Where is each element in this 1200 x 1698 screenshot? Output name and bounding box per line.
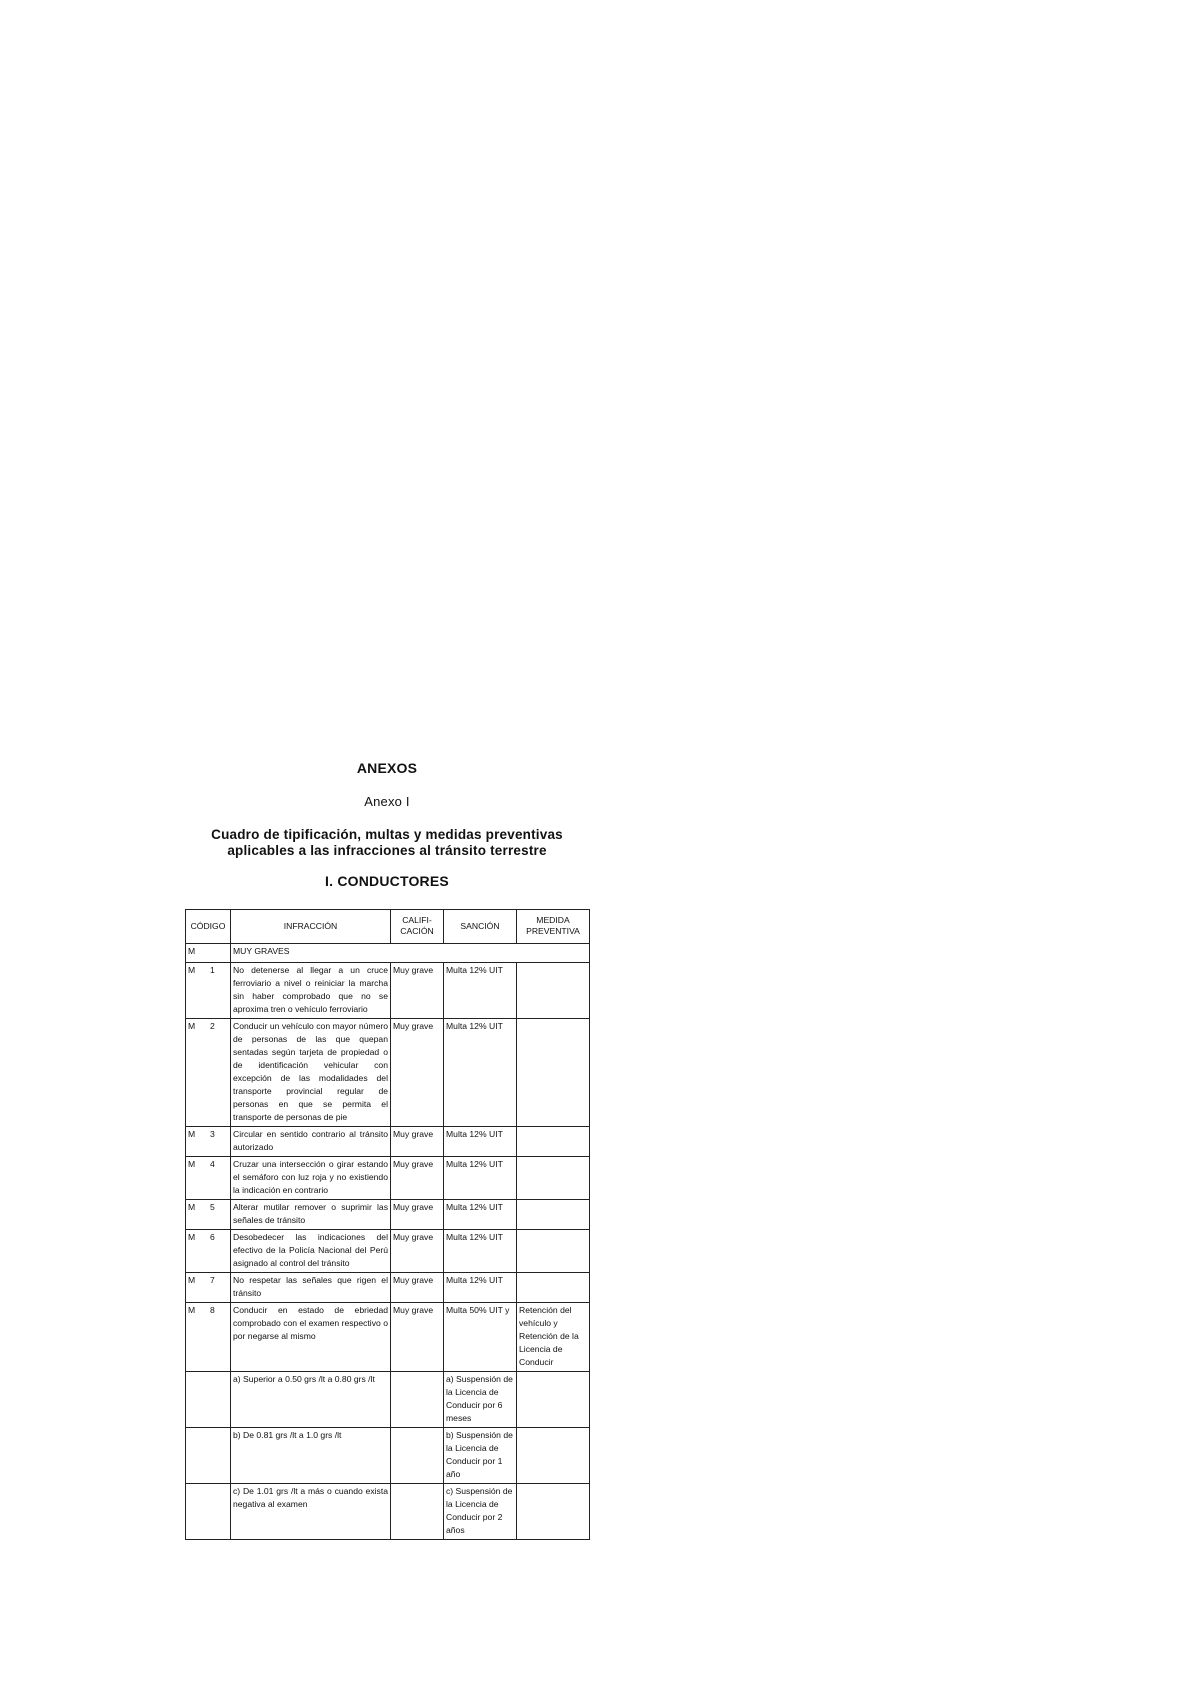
row-sanction: Multa 12% UIT bbox=[444, 1019, 517, 1127]
row-sanction: a) Suspensión de la Licencia de Conducir por 6 meses bbox=[444, 1372, 517, 1428]
row-code-number: 8 bbox=[210, 1305, 215, 1315]
row-calification: Muy grave bbox=[391, 1019, 444, 1127]
row-infraction: Desobedecer las indicaciones del efectivo de la Policía Nacional del Perú asignado al control del tránsito bbox=[231, 1230, 391, 1273]
table-row bbox=[186, 1303, 590, 1372]
row-measure bbox=[517, 963, 590, 1019]
row-code-number: 5 bbox=[210, 1202, 215, 1212]
row-calification bbox=[391, 1428, 444, 1484]
row-calification: Muy grave bbox=[391, 1157, 444, 1200]
header-code: CÓDIGO bbox=[186, 910, 231, 944]
row-sanction: Multa 12% UIT bbox=[444, 1157, 517, 1200]
row-code-letter: M bbox=[188, 1129, 196, 1139]
row-calification: Muy grave bbox=[391, 1273, 444, 1303]
header-sanction: SANCIÓN bbox=[444, 910, 517, 944]
row-calification: Muy grave bbox=[391, 1303, 444, 1372]
row-code-letter: M bbox=[188, 1275, 196, 1285]
header-measure-line-2: PREVENTIVA bbox=[526, 926, 580, 936]
row-code-letter: M bbox=[188, 1021, 196, 1031]
row-code-letter: M bbox=[188, 1305, 196, 1315]
row-sanction: Multa 12% UIT bbox=[444, 1230, 517, 1273]
row-measure bbox=[517, 1200, 590, 1230]
row-infraction: Cruzar una intersección o girar estando el semáforo con luz roja y no existiendo la indicación en contrario bbox=[231, 1157, 391, 1200]
row-measure bbox=[517, 1127, 590, 1157]
row-code-number: 3 bbox=[210, 1129, 215, 1139]
table-header-row bbox=[186, 910, 590, 944]
row-measure: Retención del vehículo y Retención de la Licencia de Conducir bbox=[517, 1303, 590, 1372]
row-sanction: Multa 50% UIT y bbox=[444, 1303, 517, 1372]
row-infraction: c) De 1.01 grs /lt a más o cuando exista negativa al examen bbox=[231, 1484, 391, 1540]
caption-line-1: Cuadro de tipificación, multas y medidas preventivas bbox=[211, 827, 563, 842]
row-infraction: No respetar las señales que rigen el tránsito bbox=[231, 1273, 391, 1303]
header-calification-line-2: CACIÓN bbox=[400, 926, 434, 936]
table-row bbox=[186, 1200, 590, 1230]
table-row bbox=[186, 963, 590, 1019]
table-row bbox=[186, 1372, 590, 1428]
table-row bbox=[186, 1273, 590, 1303]
row-infraction: Conducir en estado de ebriedad comprobado con el examen respectivo o por negarse al mismo bbox=[231, 1303, 391, 1372]
row-calification: Muy grave bbox=[391, 1200, 444, 1230]
row-code-letter: M bbox=[188, 965, 196, 975]
row-infraction: Circular en sentido contrario al tránsito autorizado bbox=[231, 1127, 391, 1157]
row-calification: Muy grave bbox=[391, 1230, 444, 1273]
row-code bbox=[186, 1372, 231, 1428]
table-row bbox=[186, 1019, 590, 1127]
row-code bbox=[186, 963, 231, 1019]
row-calification bbox=[391, 1484, 444, 1540]
header-calification-line-1: CALIFI- bbox=[402, 915, 432, 925]
row-code bbox=[186, 1484, 231, 1540]
row-sanction: c) Suspensión de la Licencia de Conducir por 2 años bbox=[444, 1484, 517, 1540]
row-sanction: b) Suspensión de la Licencia de Conducir por 1 año bbox=[444, 1428, 517, 1484]
document-caption bbox=[185, 827, 589, 859]
row-measure bbox=[517, 1428, 590, 1484]
row-code-number: 1 bbox=[210, 965, 215, 975]
table-row bbox=[186, 1428, 590, 1484]
row-measure bbox=[517, 1230, 590, 1273]
table-row bbox=[186, 1157, 590, 1200]
row-sanction: Multa 12% UIT bbox=[444, 1127, 517, 1157]
row-code-number: 6 bbox=[210, 1232, 215, 1242]
section-heading: I. CONDUCTORES bbox=[325, 873, 449, 889]
row-code bbox=[186, 1303, 231, 1372]
table-row bbox=[186, 1484, 590, 1540]
table-row bbox=[186, 1230, 590, 1273]
row-sanction: Multa 12% UIT bbox=[444, 1273, 517, 1303]
header-measure-line-1: MEDIDA bbox=[536, 915, 570, 925]
document-title: ANEXOS bbox=[356, 760, 418, 776]
group-row bbox=[186, 944, 590, 963]
row-infraction: a) Superior a 0.50 grs /lt a 0.80 grs /lt bbox=[231, 1372, 391, 1428]
row-calification: Muy grave bbox=[391, 963, 444, 1019]
row-code bbox=[186, 1127, 231, 1157]
row-calification bbox=[391, 1372, 444, 1428]
row-infraction: No detenerse al llegar a un cruce ferroviario a nivel o reiniciar la marcha sin haber comprobado que no se aproxima tren o vehículo ferroviario bbox=[231, 963, 391, 1019]
row-measure bbox=[517, 1019, 590, 1127]
row-code bbox=[186, 1230, 231, 1273]
table-body bbox=[186, 944, 590, 1540]
header-measure bbox=[517, 910, 590, 944]
caption-line-2: aplicables a las infracciones al tránsito terrestre bbox=[227, 843, 547, 858]
row-measure bbox=[517, 1484, 590, 1540]
row-measure bbox=[517, 1372, 590, 1428]
row-code bbox=[186, 1019, 231, 1127]
row-measure bbox=[517, 1157, 590, 1200]
row-measure bbox=[517, 1273, 590, 1303]
header-calification bbox=[391, 910, 444, 944]
row-infraction: b) De 0.81 grs /lt a 1.0 grs /lt bbox=[231, 1428, 391, 1484]
row-code-letter: M bbox=[188, 1232, 196, 1242]
row-code-number: 7 bbox=[210, 1275, 215, 1285]
document-subtitle: Anexo I bbox=[364, 794, 410, 809]
row-code bbox=[186, 1428, 231, 1484]
row-code bbox=[186, 1157, 231, 1200]
infractions-table bbox=[185, 909, 590, 1540]
group-label: MUY GRAVES bbox=[231, 944, 590, 963]
row-sanction: Multa 12% UIT bbox=[444, 963, 517, 1019]
row-code-number: 4 bbox=[210, 1159, 215, 1169]
header-infraction: INFRACCIÓN bbox=[231, 910, 391, 944]
row-calification: Muy grave bbox=[391, 1127, 444, 1157]
row-infraction: Conducir un vehículo con mayor número de personas de las que quepan sentadas según tarjeta de propiedad o de identificación vehicular con excepción de las modalidades del transporte provincial regular de personas en que se permita el transporte de personas de pie bbox=[231, 1019, 391, 1127]
row-code-number: 2 bbox=[210, 1021, 215, 1031]
row-code bbox=[186, 1273, 231, 1303]
group-code: M bbox=[186, 944, 231, 963]
row-code bbox=[186, 1200, 231, 1230]
document-page bbox=[185, 760, 589, 1540]
row-code-letter: M bbox=[188, 1159, 196, 1169]
row-infraction: Alterar mutilar remover o suprimir las señales de tránsito bbox=[231, 1200, 391, 1230]
row-code-letter: M bbox=[188, 1202, 196, 1212]
row-sanction: Multa 12% UIT bbox=[444, 1200, 517, 1230]
table-row bbox=[186, 1127, 590, 1157]
